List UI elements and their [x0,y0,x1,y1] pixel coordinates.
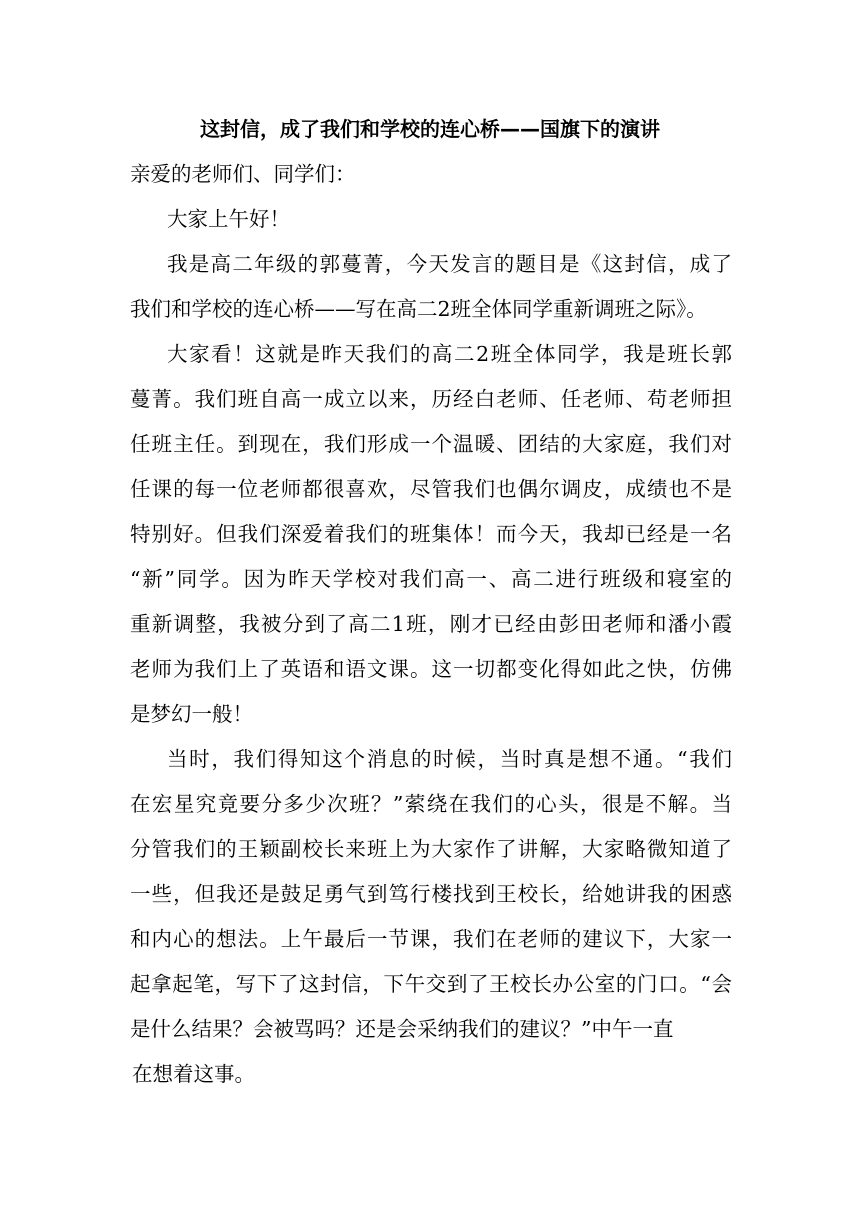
paragraph-line: 是什么结果？会被骂吗？还是会采纳我们的建议？”中午一直 [130,1017,674,1041]
line-gap [130,552,732,561]
paragraph-line: 是梦幻一般！ [130,702,253,726]
document-body [130,156,732,1092]
line-gap [130,867,732,876]
line-gap [130,372,732,381]
paragraph-line: 我们和学校的连心桥——写在高二2班全体同学重新调班之际》。 [130,297,707,321]
paragraph-line: 老师为我们上了英语和语文课。这一切都变化得如此之快，仿佛 [130,657,732,681]
line-gap [130,957,732,966]
line-gap [130,1002,732,1011]
line-gap [130,777,732,786]
paragraph-line: 我是高二年级的郭蔓菁，今天发言的题目是《这封信，成了 [167,252,732,276]
paragraph-line: 在想着这事。 [132,1062,255,1086]
paragraph-line: 任班主任。到现在，我们形成一个温暖、团结的大家庭，我们对 [130,432,732,456]
paragraph-line: 和内心的想法。上午最后一节课，我们在老师的建议下，大家一 [130,927,732,951]
line-gap [130,597,732,606]
paragraph-line: 蔓菁。我们班自高一成立以来，历经白老师、任老师、苟老师担 [130,387,732,411]
greeting: 大家上午好！ [167,207,290,231]
line-gap [130,1047,732,1056]
paragraph-line: 重新调整，我被分到了高二1班，刚才已经由彭田老师和潘小霞 [130,612,732,636]
paragraph-line: 分管我们的王颖副校长来班上为大家作了讲解，大家略微知道了 [130,837,732,861]
paragraph-line: 一些，但我还是鼓足勇气到笃行楼找到王校长，给她讲我的困惑 [130,882,732,906]
line-gap [130,417,732,426]
line-gap [130,507,732,516]
paragraph-gap [130,732,732,741]
paragraph-line: “新”同学。因为昨天学校对我们高一、高二进行班级和寝室的 [130,567,732,591]
line-gap [130,282,732,291]
paragraph-line: 特别好。但我们深爱着我们的班集体！而今天，我却已经是一名 [130,522,732,546]
paragraph-3 [130,741,732,1092]
line-gap [130,822,732,831]
paragraph-line: 起拿起笔，写下了这封信，下午交到了王校长办公室的门口。“会 [130,972,732,996]
paragraph-line: 任课的每一位老师都很喜欢，尽管我们也偶尔调皮，成绩也不是 [130,477,732,501]
line-gap [130,642,732,651]
document-title: 这封信，成了我们和学校的连心桥——国旗下的演讲 [200,117,660,141]
line-gap [130,912,732,921]
paragraph-line: 当时，我们得知这个消息的时候，当时真是想不通。“我们 [167,747,732,771]
paragraph-line: 在宏星究竟要分多少次班？”萦绕在我们的心头，很是不解。当 [130,792,732,816]
line-gap [130,687,732,696]
paragraph-gap [130,237,732,246]
paragraph-gap [130,327,732,336]
paragraph-2 [130,336,732,732]
paragraph-1 [130,246,732,327]
line-gap [130,462,732,471]
paragraph-line: 大家看！这就是昨天我们的高二2班全体同学，我是班长郭 [167,342,732,366]
paragraph-gap [130,192,732,201]
salutation: 亲爱的老师们、同学们： [130,162,356,186]
